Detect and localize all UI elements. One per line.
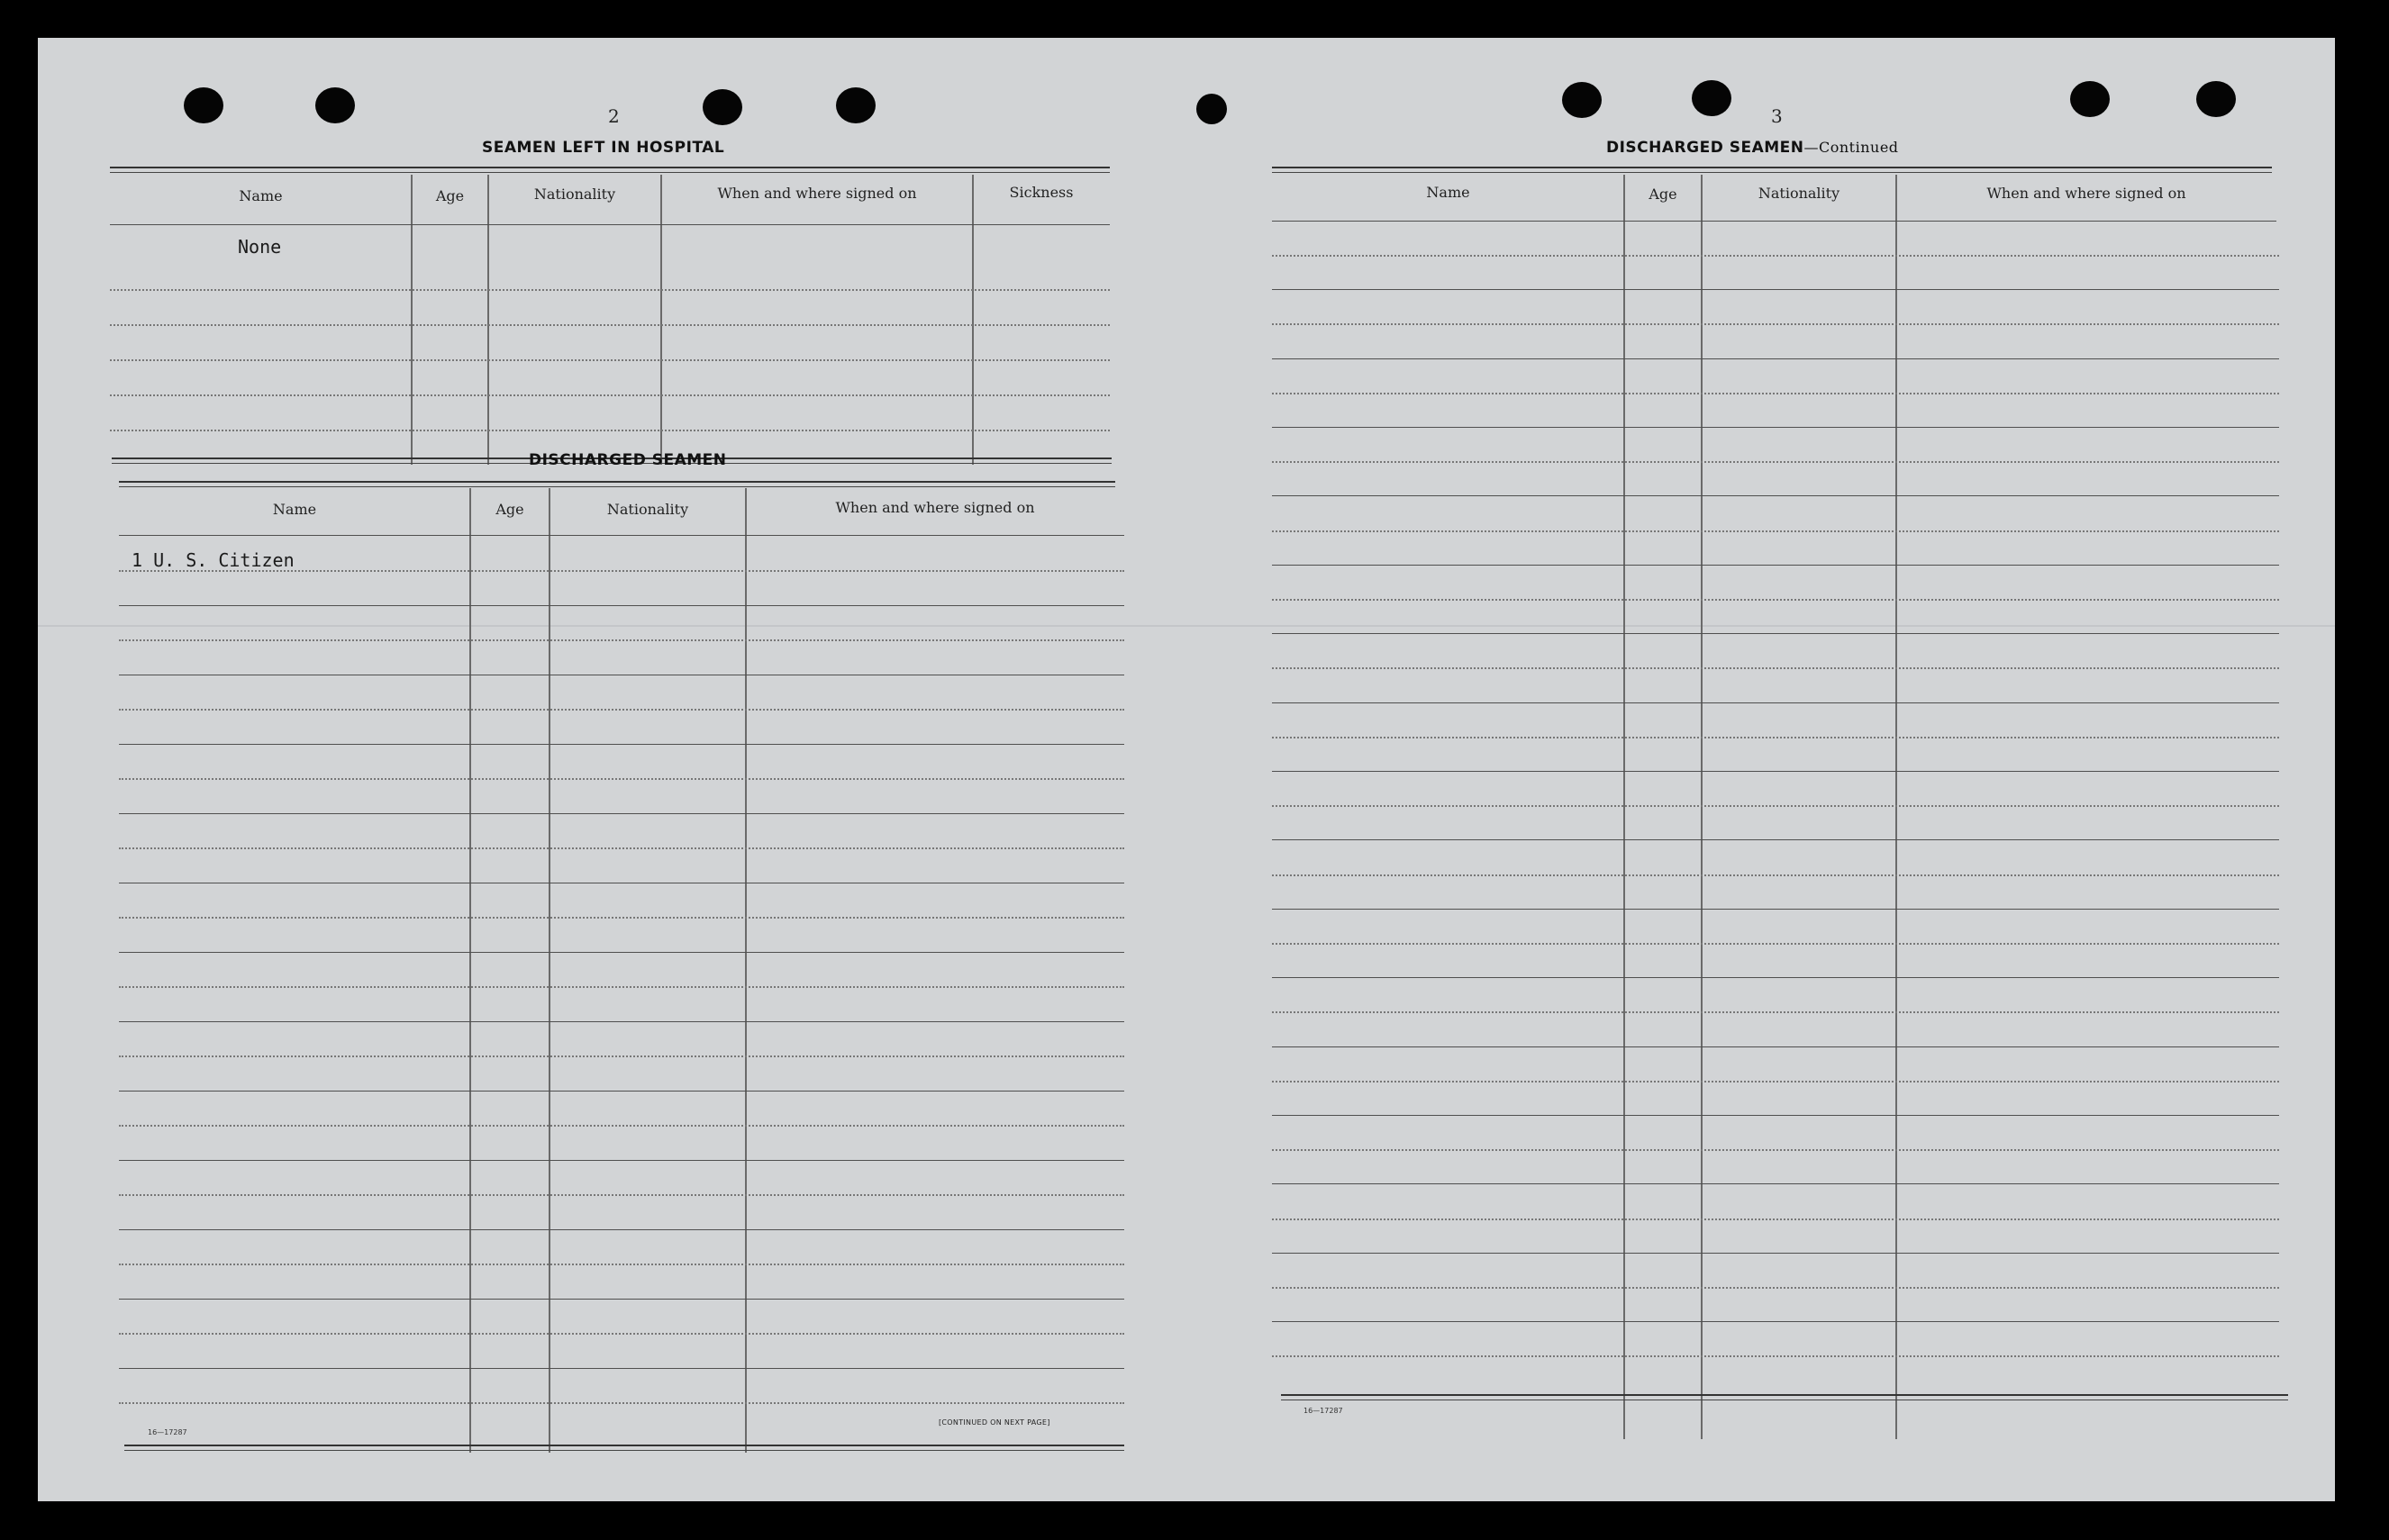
document-sheet — [38, 38, 2335, 1501]
table-row-rule — [119, 778, 1124, 780]
column-header: Age — [435, 187, 465, 204]
punch-hole — [315, 87, 355, 123]
table-row-rule — [1272, 599, 2279, 601]
table-row-rule — [119, 570, 1124, 572]
hospital-section-title: SEAMEN LEFT IN HOSPITAL — [482, 139, 725, 157]
discharged-entry-name: 1 U. S. Citizen — [132, 549, 295, 571]
table-row-rule — [1272, 977, 2279, 978]
table-row-rule — [1272, 289, 2279, 290]
table-row-rule — [119, 813, 1124, 814]
page-number-left: 2 — [608, 105, 620, 127]
table-row-rule — [119, 1402, 1124, 1404]
form-code-left: 16—17287 — [148, 1428, 187, 1436]
table-row-rule — [1272, 874, 2279, 876]
fold-crease — [38, 625, 2335, 627]
table-row-rule — [1272, 393, 2279, 394]
form-code-right: 16—17287 — [1304, 1407, 1343, 1415]
table-row-rule — [119, 1229, 1124, 1230]
table-row-rule — [1272, 323, 2279, 325]
table-row-rule — [119, 1125, 1124, 1127]
table-row-rule — [1272, 565, 2279, 566]
hospital-entry-name: None — [238, 236, 282, 258]
table-row-rule — [119, 1194, 1124, 1196]
column-header: When and where signed on — [1986, 185, 2186, 202]
column-header: Age — [1649, 186, 1677, 203]
table-row-rule — [119, 605, 1124, 606]
column-header: Name — [272, 501, 317, 518]
table-row-rule — [119, 986, 1124, 988]
table-row-rule — [1272, 1355, 2279, 1357]
column-header: Name — [239, 187, 283, 204]
table-row-rule — [1272, 1115, 2279, 1116]
table-row-rule — [1272, 667, 2279, 669]
table-row-rule — [1272, 771, 2279, 772]
table-row-rule — [119, 744, 1124, 745]
right-section-title-main: DISCHARGED SEAMEN — [1606, 139, 1804, 157]
column-header: Age — [495, 501, 524, 518]
table-row-rule — [1272, 1046, 2279, 1047]
punch-hole — [1562, 82, 1602, 118]
discharged-section-title: DISCHARGED SEAMEN — [529, 451, 727, 469]
table-row-rule — [119, 1160, 1124, 1161]
table-row-rule — [1272, 633, 2279, 634]
table-row-rule — [1272, 1218, 2279, 1220]
column-header: When and where signed on — [835, 499, 1035, 516]
punch-hole — [1692, 80, 1731, 116]
table-row-rule — [1272, 909, 2279, 910]
table-row-rule — [1272, 495, 2279, 496]
table-row-rule — [1272, 427, 2279, 428]
table-row-rule — [1272, 805, 2279, 807]
column-header: Sickness — [1009, 184, 1074, 201]
page-number-right: 3 — [1771, 105, 1783, 127]
punch-hole — [2196, 81, 2236, 117]
continued-note: [CONTINUED ON NEXT PAGE] — [939, 1418, 1050, 1427]
punch-hole — [703, 89, 742, 125]
table-row-rule — [1272, 839, 2279, 840]
table-row-rule — [119, 1091, 1124, 1092]
table-row-rule — [1272, 1321, 2279, 1322]
table-row-rule — [119, 1264, 1124, 1265]
table-row-rule — [119, 952, 1124, 953]
table-row-rule — [1272, 1183, 2279, 1184]
table-row-rule — [119, 1368, 1124, 1369]
table-row-rule — [1272, 530, 2279, 532]
table-row-rule — [1272, 1081, 2279, 1083]
table-row-rule — [1272, 1011, 2279, 1013]
table-row-rule — [119, 709, 1124, 711]
table-row-rule — [119, 917, 1124, 919]
table-row-rule — [1272, 1253, 2279, 1254]
punch-hole — [184, 87, 223, 123]
table-row-rule — [119, 639, 1124, 641]
right-section-title-suffix: —Continued — [1803, 139, 1899, 156]
punch-hole — [2070, 81, 2110, 117]
table-row-rule — [119, 1333, 1124, 1335]
column-header: Nationality — [533, 186, 616, 203]
column-header: Nationality — [1758, 185, 1840, 202]
right-section-title — [1606, 139, 1899, 157]
table-row-rule — [1272, 358, 2279, 359]
table-row-rule — [119, 847, 1124, 849]
table-row-rule — [119, 1299, 1124, 1300]
punch-hole — [1196, 94, 1227, 124]
table-row-rule — [119, 1055, 1124, 1057]
column-header: Nationality — [606, 501, 689, 518]
table-row-rule — [1272, 702, 2279, 703]
table-row-rule — [1272, 255, 2279, 257]
table-row-rule — [1272, 943, 2279, 945]
punch-hole — [836, 87, 876, 123]
column-header: Name — [1426, 184, 1470, 201]
column-header: When and where signed on — [717, 185, 917, 202]
table-row-rule — [1272, 461, 2279, 463]
table-row-rule — [1272, 1287, 2279, 1289]
table-row-rule — [1272, 737, 2279, 738]
table-row-rule — [119, 1021, 1124, 1022]
table-row-rule — [1272, 1149, 2279, 1151]
